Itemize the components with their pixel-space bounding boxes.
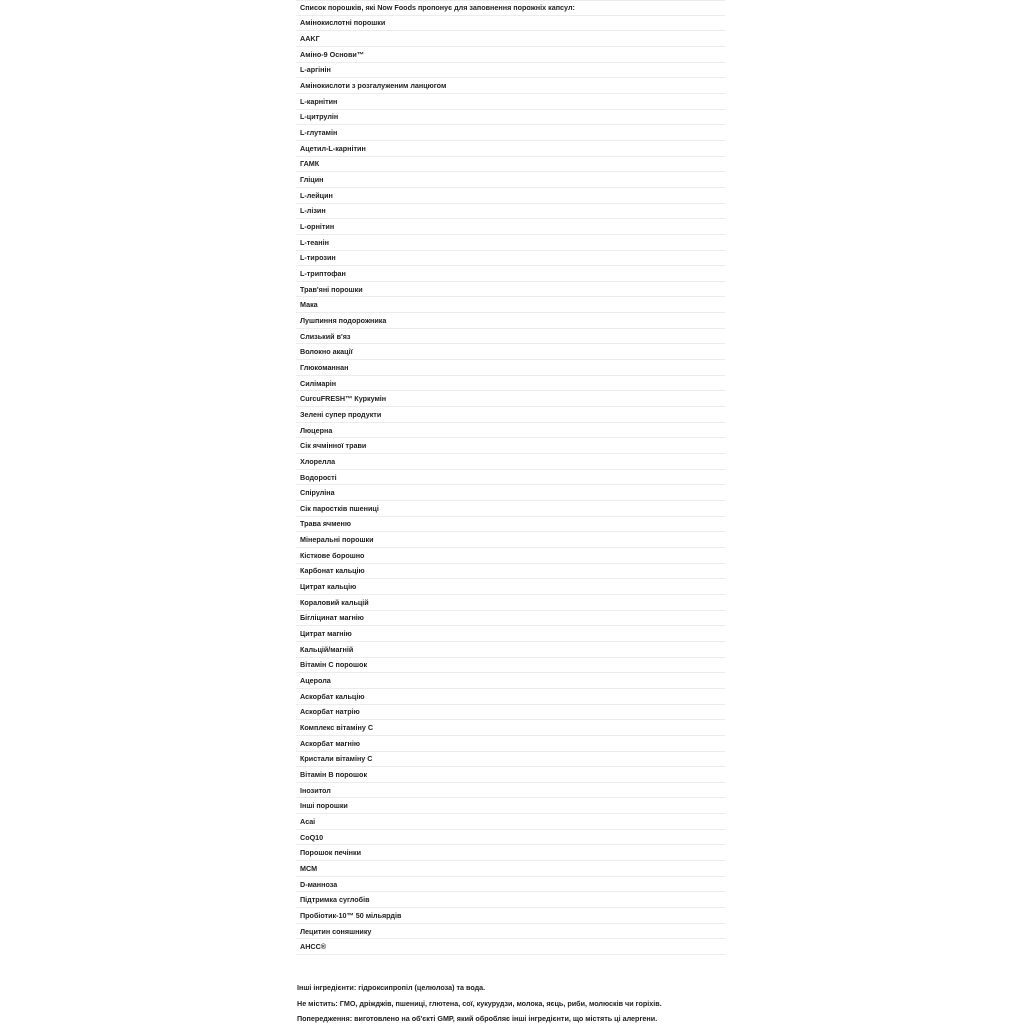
table-row: Глюкоманнан [296, 360, 725, 376]
table-row: Трав'яні порошки [296, 282, 725, 298]
table-row: L-аргінін [296, 63, 725, 79]
table-row: Цитрат магнію [296, 626, 725, 642]
table-row: Комплекс вітаміну С [296, 720, 725, 736]
table-row: Трава ячменю [296, 517, 725, 533]
table-row: Кораловий кальцій [296, 595, 725, 611]
product-notes [297, 983, 997, 1030]
table-row: L-глутамін [296, 125, 725, 141]
powder-list-table [296, 0, 725, 955]
table-row: Інозитол [296, 783, 725, 799]
table-row: Люцерна [296, 423, 725, 439]
table-row: L-карнітин [296, 94, 725, 110]
table-row: L-лейцин [296, 188, 725, 204]
other-ingredients-note: Інші інгредієнти: гідроксипропіл (целюлоза) та вода. [297, 983, 486, 992]
table-row: Спіруліна [296, 485, 725, 501]
table-row: ГАМК [296, 157, 725, 173]
table-row: Мінеральні порошки [296, 532, 725, 548]
table-row: Кісткове борошно [296, 548, 725, 564]
table-row: Ацерола [296, 673, 725, 689]
table-row: D-манноза [296, 877, 725, 893]
table-row: Кристали вітаміну С [296, 752, 725, 768]
table-row: Сік паростків пшениці [296, 501, 725, 517]
table-row: Вітамін С порошок [296, 658, 725, 674]
table-row: Амінокислоти з розгалуженим ланцюгом [296, 78, 725, 94]
table-row: CurcuFRESH™ Куркумін [296, 391, 725, 407]
table-row: Силімарін [296, 376, 725, 392]
table-row: Слизький в'яз [296, 329, 725, 345]
table-row: Амінокислотні порошки [296, 16, 725, 32]
table-row: Сік ячмінної трави [296, 438, 725, 454]
table-row: Порошок печінки [296, 845, 725, 861]
table-row: Зелені супер продукти [296, 407, 725, 423]
table-header-row: Список порошків, які Now Foods пропонує для заповнення порожніх капсул: [296, 0, 725, 16]
table-row: CoQ10 [296, 830, 725, 846]
table-row: Acai [296, 814, 725, 830]
table-row: Аскорбат кальцію [296, 689, 725, 705]
table-row: AAKГ [296, 31, 725, 47]
table-row: L-теанін [296, 235, 725, 251]
table-row: Аскорбат магнію [296, 736, 725, 752]
table-row: Гліцин [296, 172, 725, 188]
table-row: Лушпиння подорожника [296, 313, 725, 329]
table-row: L-тирозин [296, 251, 725, 267]
table-row: Водорості [296, 470, 725, 486]
warning-note: Попередження: виготовлено на об'єкті GMP, який обробляє інші інгредієнти, що містять ці алергени. [297, 1014, 658, 1023]
table-row: L-триптофан [296, 266, 725, 282]
table-row: Аміно-9 Основи™ [296, 47, 725, 63]
table-row: Ацетил-L-карнітин [296, 141, 725, 157]
table-row: Волокно акації [296, 344, 725, 360]
table-row: Цитрат кальцію [296, 579, 725, 595]
table-row: Аскорбат натрію [296, 705, 725, 721]
table-row: L-орнітин [296, 219, 725, 235]
table-row: AHCC® [296, 939, 725, 955]
table-row: Мака [296, 297, 725, 313]
table-row: Вітамін В порошок [296, 767, 725, 783]
table-row: Інші порошки [296, 798, 725, 814]
table-row: Пробіотик-10™ 50 мільярдів [296, 908, 725, 924]
table-row: Підтримка суглобів [296, 892, 725, 908]
table-row: MCM [296, 861, 725, 877]
table-row: Кальцій/магній [296, 642, 725, 658]
allergen-free-note: Не містить: ГМО, дріжджів, пшениці, глютена, сої, кукурудзи, молока, яєць, риби, молюсків чи горіхів. [297, 998, 662, 1008]
table-row: Карбонат кальцію [296, 564, 725, 580]
table-row: Бігліцинат магнію [296, 611, 725, 627]
table-row: Лецитин соняшнику [296, 924, 725, 940]
table-row: Хлорелла [296, 454, 725, 470]
table-row: L-лізин [296, 204, 725, 220]
table-row: L-цитрулін [296, 110, 725, 126]
